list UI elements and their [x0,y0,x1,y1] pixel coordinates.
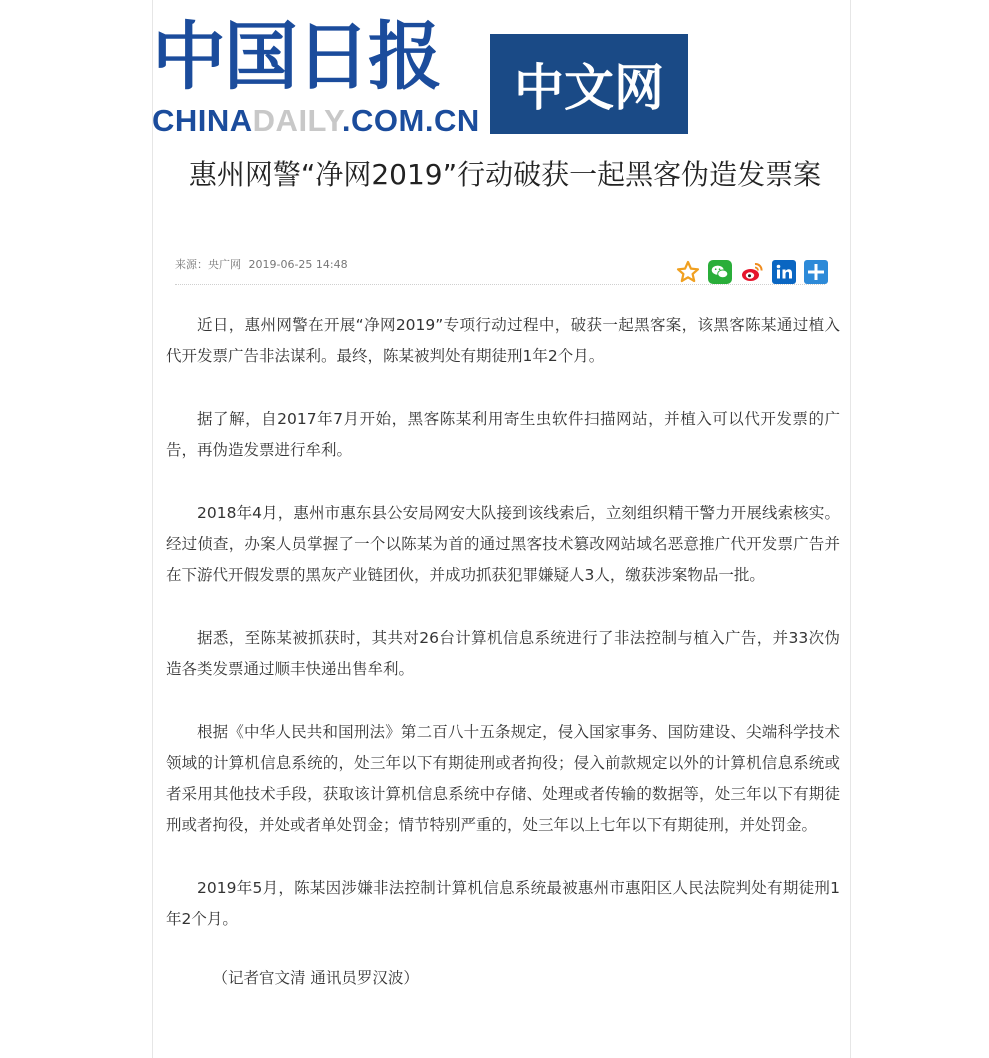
wechat-icon[interactable] [708,260,732,284]
logo-english-text [152,105,480,137]
article-paragraph: 2019年5月，陈某因涉嫌非法控制计算机信息系统最被惠州市惠阳区人民法院判处有期徒刑1年2个月。 [166,879,840,928]
share-toolbar [676,260,828,286]
chinadaily-logo[interactable] [152,10,482,138]
meta-divider [175,284,825,285]
article-paragraph: 2018年4月，惠州市惠东县公安局网安大队接到该线索后，立刻组织精干警力开展线索核实。经过侦查，办案人员掌握了一个以陈某为首的通过黑客技术篡改网站域名恶意推广代开发票广告并在下游代开假发票的黑灰产业链团伙，并成功抓获犯罪嫌疑人3人，缴获涉案物品一批。 [166,504,840,584]
article-title: 惠州网警“净网2019”行动破获一起黑客伪造发票案 [188,158,822,191]
article-source: 来源：央广网 [175,258,241,271]
logo-en-domain: .COM.CN [341,103,480,138]
more-share-plus-icon[interactable] [804,260,828,284]
article-datetime: 2019-06-25 14:48 [248,258,348,271]
article-body [166,310,840,1026]
logo-chinese-text: 中国日报 [152,14,440,100]
page-border-left [152,0,153,1058]
chinese-site-badge[interactable]: 中文网 [490,34,688,134]
article-paragraph: 近日，惠州网警在开展“净网2019”专项行动过程中，破获一起黑客案，该黑客陈某通过植入代开发票广告非法谋利。最终，陈某被判处有期徒刑1年2个月。 [166,316,840,365]
favorite-star-icon[interactable] [676,260,700,284]
article-paragraph: 据悉，至陈某被抓获时，其共对26台计算机信息系统进行了非法控制与植入广告，并33次伪造各类发票通过顺丰快递出售牟利。 [166,629,840,678]
logo-en-china: CHINA [152,103,253,138]
article-paragraph: 根据《中华人民共和国刑法》第二百八十五条规定，侵入国家事务、国防建设、尖端科学技术领域的计算机信息系统的，处三年以下有期徒刑或者拘役；侵入前款规定以外的计算机信息系统或者采用其他技术手段，获取该计算机信息系统中存储、处理或者传输的数据等，处三年以下有期徒刑或者拘役，并处或者单处罚金；情节特别严重的，处三年以上七年以下有期徒刑，并处罚金。 [166,723,840,834]
article-paragraph: 据了解，自2017年7月开始，黑客陈某利用寄生虫软件扫描网站，并植入可以代开发票的广告，再伪造发票进行牟利。 [166,410,840,459]
page-border-right [850,0,851,1058]
linkedin-icon[interactable] [772,260,796,284]
weibo-icon[interactable] [740,260,764,284]
article-meta [175,256,348,272]
logo-en-daily: DAILY [252,103,342,138]
article-byline: （记者官文清 通讯员罗汉波） [212,969,419,987]
